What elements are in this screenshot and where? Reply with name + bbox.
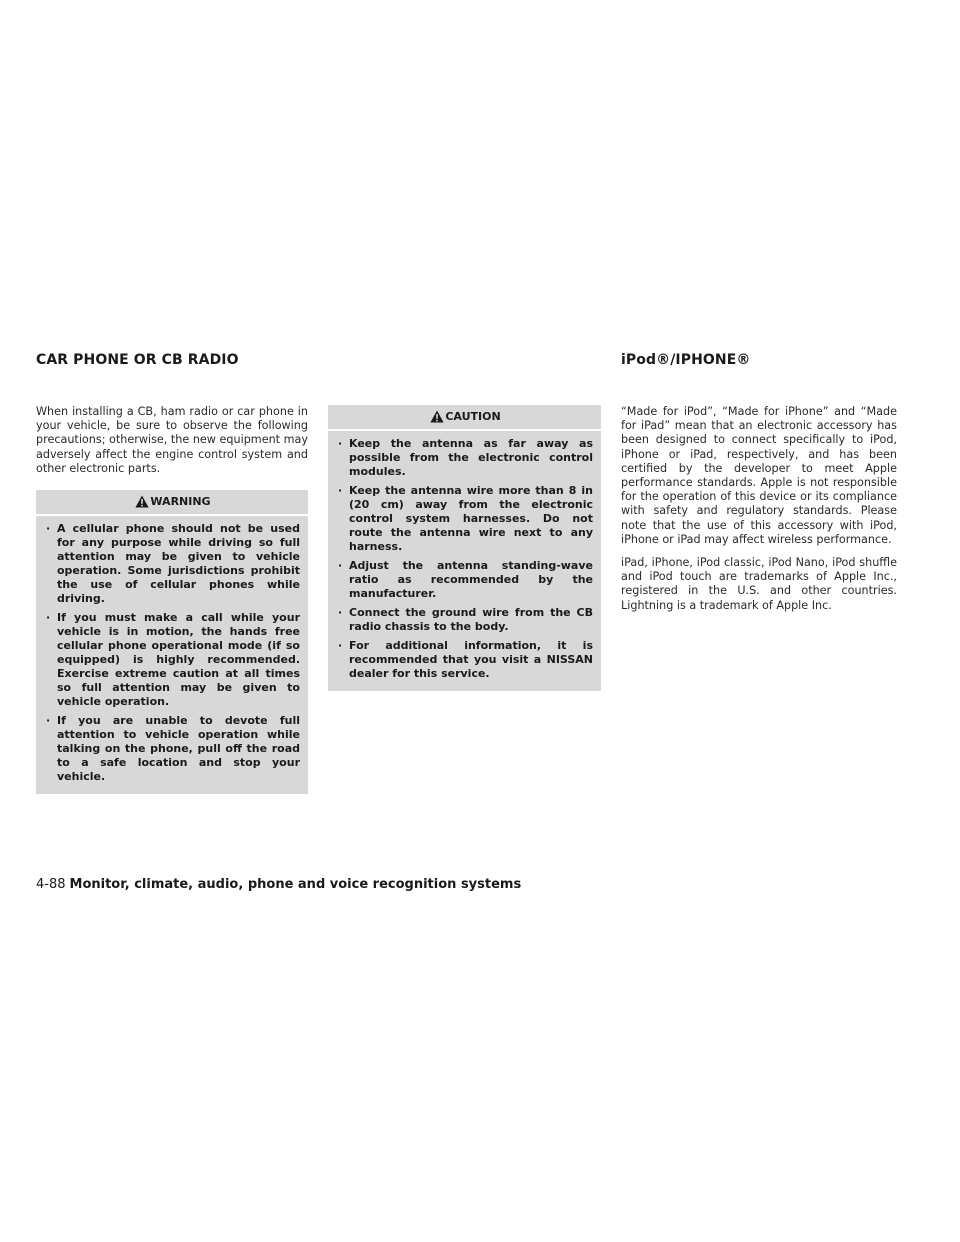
section-title-car-phone: CAR PHONE OR CB RADIO	[36, 352, 239, 368]
warning-item: · A cellular phone should not be used for any purpose while driving so full attention may be given to vehicle operation. Some jurisdictions prohibit the use of cellular phones while driving.	[46, 522, 300, 606]
caution-heading	[338, 405, 593, 429]
warning-heading-label: WARNING	[150, 495, 211, 509]
intro-paragraph: When installing a CB, ham radio or car phone in your vehicle, be sure to observe the following precautions; otherwise, the new equipment may adversely affect the engine control system and other electronic parts.	[36, 405, 308, 475]
middle-column	[328, 405, 601, 691]
caution-item: · For additional information, it is recommended that you visit a NISSAN dealer for this service.	[338, 639, 593, 680]
caution-box	[328, 405, 601, 691]
warning-triangle-icon	[135, 493, 149, 517]
caution-item: · Adjust the antenna standing-wave ratio as recommended by the manufacturer.	[338, 559, 593, 600]
warning-box	[36, 490, 308, 794]
caution-item: · Keep the antenna wire more than 8 in (20 cm) away from the electronic control system harnesses. Do not route the antenna wire next to any harness.	[338, 484, 593, 553]
caution-item: · Connect the ground wire from the CB radio chassis to the body.	[338, 606, 593, 633]
caution-heading-label: CAUTION	[445, 410, 501, 423]
caution-list	[338, 431, 593, 681]
warning-list	[46, 516, 300, 784]
section-title-ipod: iPod®/IPHONE®	[621, 352, 751, 368]
caution-triangle-icon	[430, 408, 444, 432]
left-column	[36, 405, 308, 794]
ipod-paragraph-1: “Made for iPod”, “Made for iPhone” and “Made for iPad” mean that an electronic accessory has been designed to connect specifically to iPod, iPhone or iPad, respectively, and has been certified by the developer to meet Apple performance standards. Apple is not responsible for the operation of this device or its compliance with safety and regulatory standards. Please note that the use of this accessory with iPod, iPhone or iPad may affect wireless performance.	[621, 405, 897, 546]
ipod-paragraph-2: iPad, iPhone, iPod classic, iPod Nano, iPod shuffle and iPod touch are trademarks of Apple Inc., registered in the U.S. and other countries. Lightning is a trademark of Apple Inc.	[621, 556, 897, 612]
right-column	[621, 405, 897, 622]
caution-item: · Keep the antenna as far away as possible from the electronic control modules.	[338, 437, 593, 478]
warning-item: · If you must make a call while your vehicle is in motion, the hands free cellular phone operational mode (if so equipped) is highly recommended. Exercise extreme caution at all times so full attention may be given to vehicle operation.	[46, 611, 300, 709]
warning-heading	[46, 490, 300, 514]
warning-item: · If you are unable to devote full attention to vehicle operation while talking on the phone, pull off the road to a safe location and stop your vehicle.	[46, 714, 300, 784]
page-footer	[36, 877, 521, 892]
chapter-title: Monitor, climate, audio, phone and voice recognition systems	[69, 877, 522, 892]
page-number: 4-88	[36, 877, 66, 892]
